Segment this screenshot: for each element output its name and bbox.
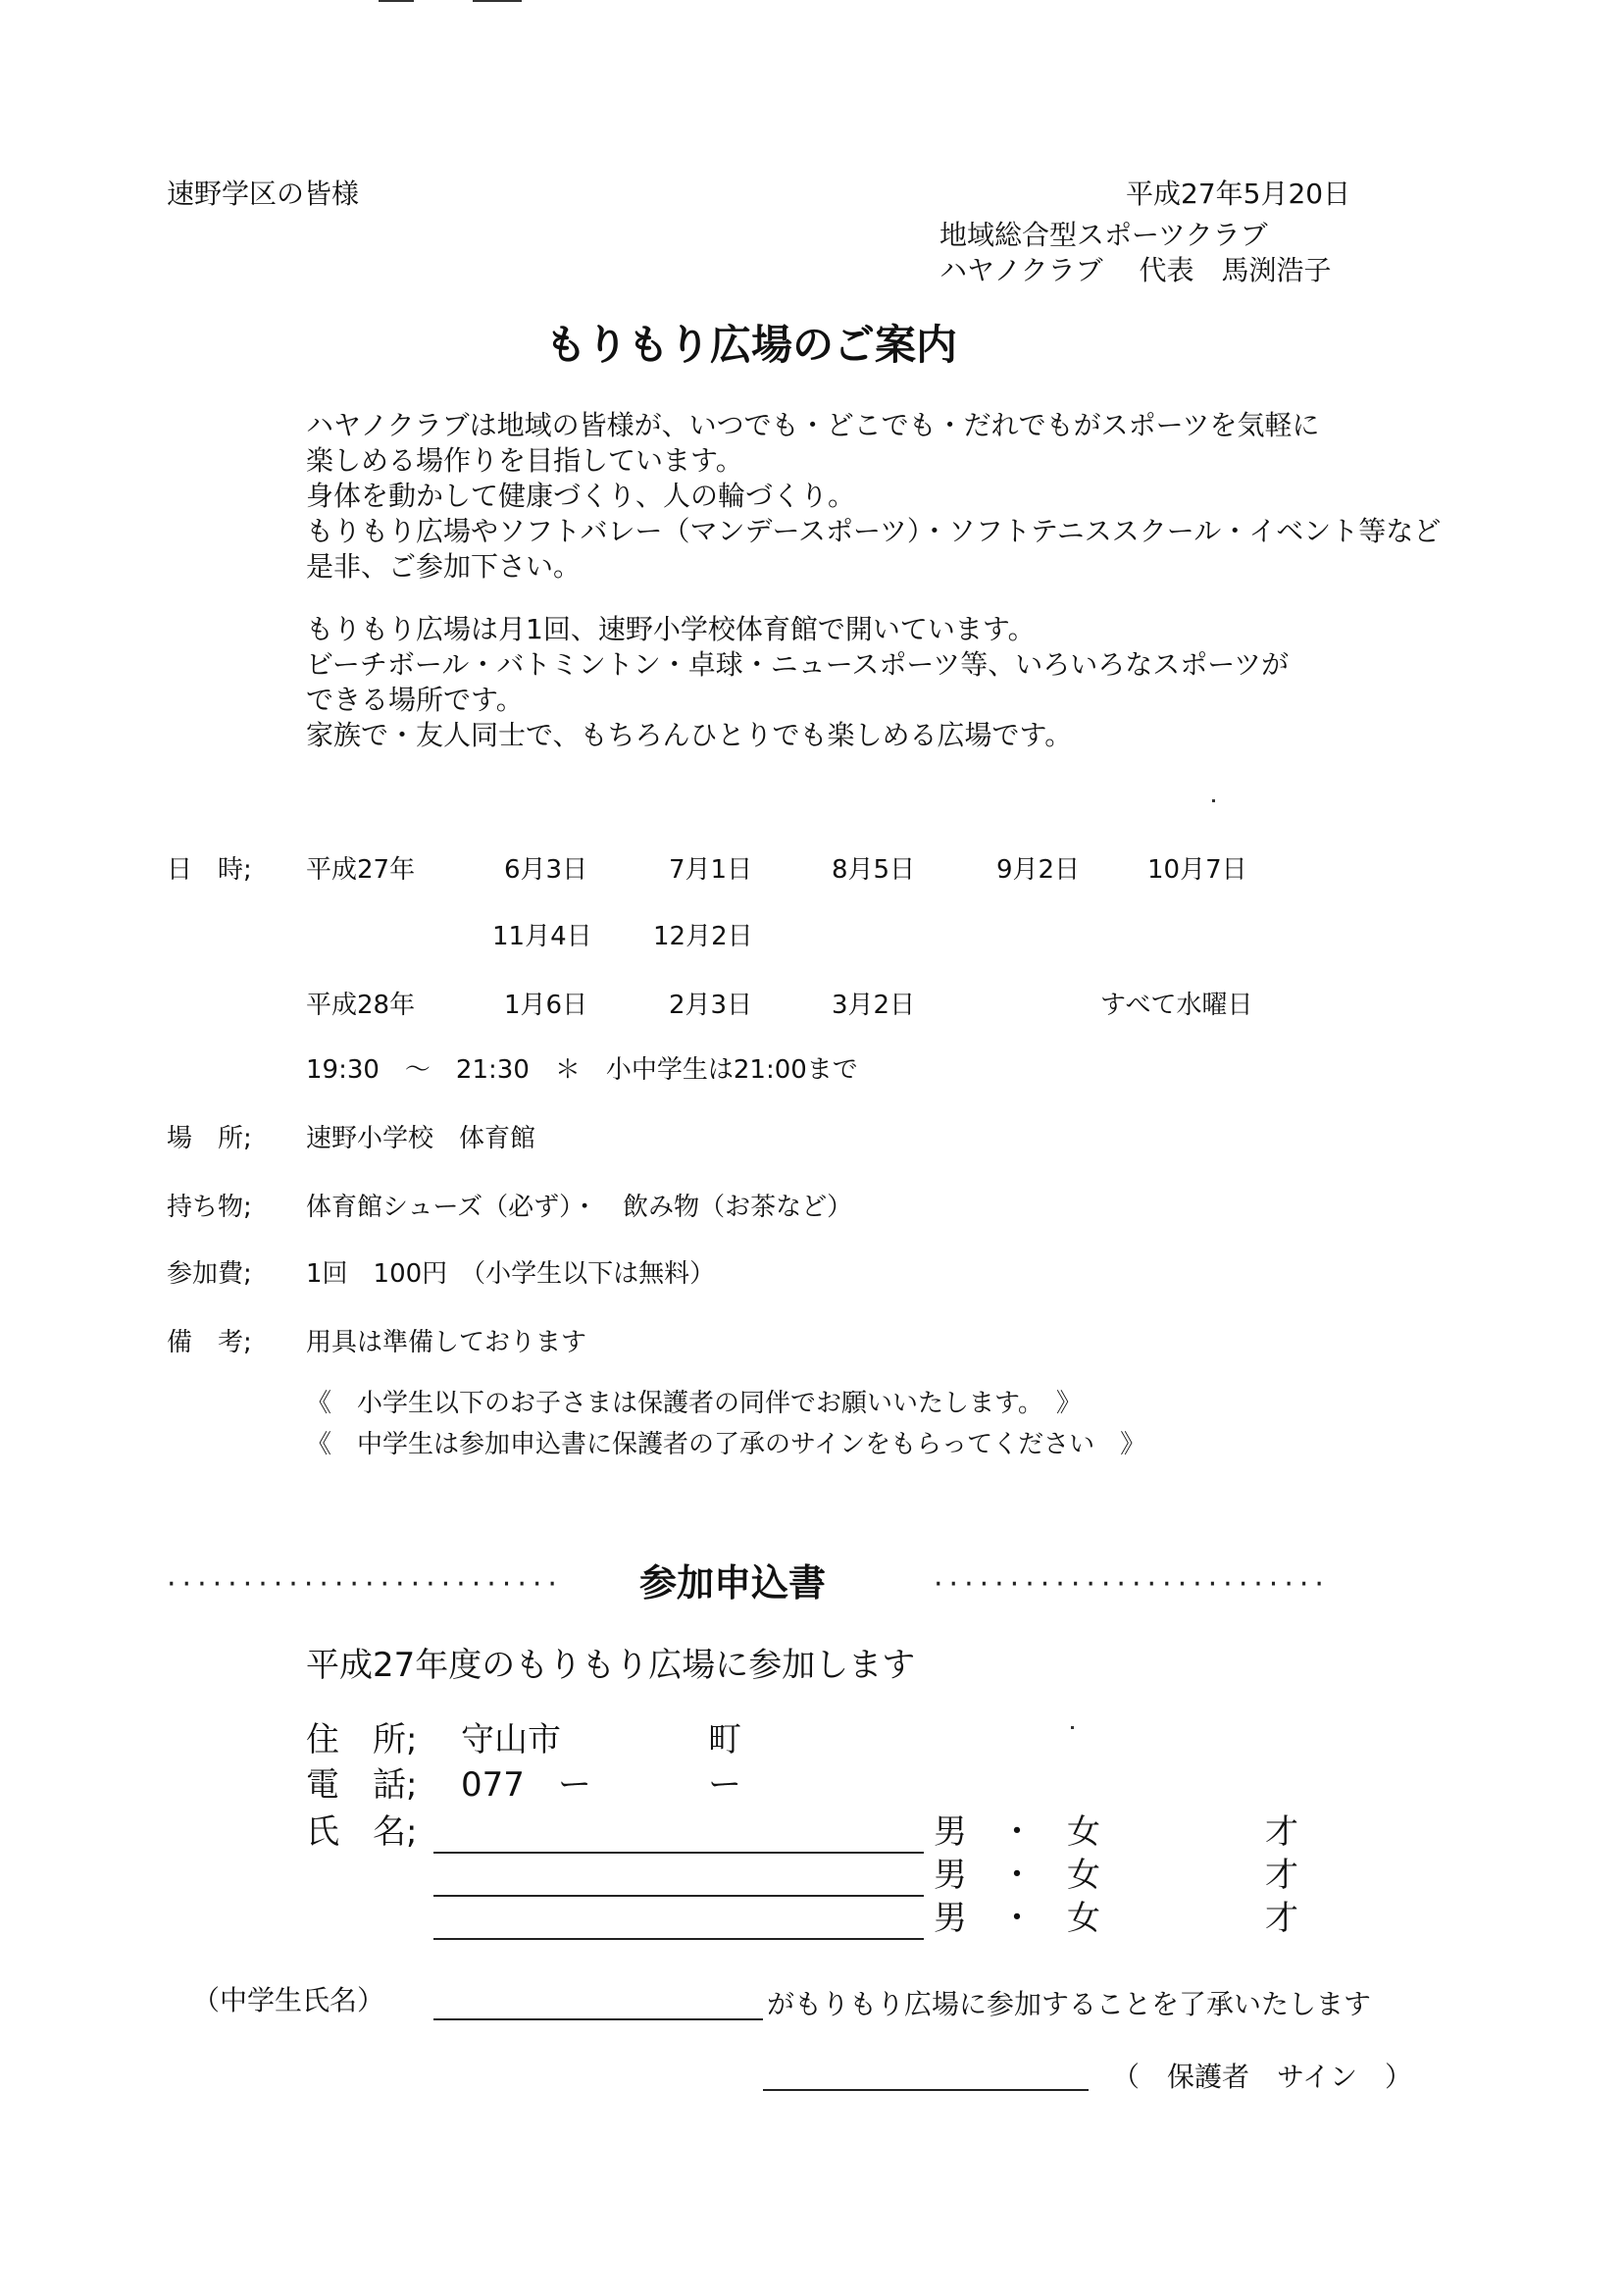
event-date: 2月3日	[669, 991, 753, 1020]
divider-dots-left: ··························	[167, 1567, 563, 1602]
organization-line2: ハヤノクラブ 代表 馬渕浩子	[939, 254, 1332, 286]
intro-line: もりもり広場やソフトバレー（マンデースポーツ）・ソフトテニススクール・イベント等など	[306, 515, 1442, 547]
scan-mark	[473, 0, 522, 2]
notes-label: 備 考;	[167, 1328, 252, 1357]
name-label: 氏 名;	[306, 1812, 418, 1852]
datetime-label: 日 時;	[167, 855, 252, 885]
divider-dots-right: ··························	[934, 1567, 1330, 1602]
organization-line1: 地域総合型スポーツクラブ	[939, 219, 1268, 251]
phone-label: 電 話;	[306, 1765, 418, 1805]
fee-label: 参加費;	[167, 1259, 252, 1289]
intro-line: 是非、ご参加下さい。	[306, 550, 582, 583]
issue-date: 平成27年5月20日	[1126, 178, 1351, 210]
event-date: 11月4日	[492, 922, 592, 951]
gender-choice[interactable]: 男 ・ 女	[934, 1899, 1100, 1938]
name-input-line[interactable]	[433, 1895, 924, 1897]
intro-line: できる場所です。	[306, 684, 524, 716]
name-input-line[interactable]	[433, 1938, 924, 1940]
intro-line: ビーチボール・バトミントン・卓球・ニュースポーツ等、いろいろなスポーツが	[306, 648, 1290, 681]
scan-speck	[1212, 799, 1215, 802]
event-date: 1月6日	[504, 991, 588, 1020]
form-title: 参加申込書	[639, 1561, 827, 1605]
intro-line: ハヤノクラブは地域の皆様が、いつでも・どこでも・だれでもがスポーツを気軽に	[306, 409, 1320, 441]
notice-line: 《 小学生以下のお子さまは保護者の同伴でお願いいたします。 》	[306, 1389, 1082, 1418]
scan-speck	[1071, 1726, 1074, 1729]
age-suffix: 才	[1265, 1899, 1298, 1938]
event-date: 10月7日	[1147, 855, 1247, 885]
intro-line: 楽しめる場作りを目指しています。	[306, 444, 743, 477]
age-suffix: 才	[1265, 1812, 1298, 1852]
phone-dash: ー	[708, 1765, 741, 1805]
place-value: 速野小学校 体育館	[306, 1124, 536, 1153]
event-date: 3月2日	[832, 991, 916, 1020]
name-input-line[interactable]	[433, 1852, 924, 1854]
event-date: 9月2日	[996, 855, 1081, 885]
notes-value: 用具は準備しております	[306, 1328, 587, 1357]
bring-label: 持ち物;	[167, 1193, 252, 1222]
gender-choice[interactable]: 男 ・ 女	[934, 1856, 1100, 1895]
address-town: 町	[708, 1720, 741, 1759]
notice-line: 《 中学生は参加申込書に保護者の了承のサインをもらってください 》	[306, 1430, 1146, 1459]
guardian-signature-label: （ 保護者 サイン ）	[1112, 2061, 1413, 2093]
addressee: 速野学区の皆様	[167, 178, 360, 210]
scan-mark	[379, 0, 414, 2]
junior-name-label: （中学生氏名）	[192, 1984, 385, 2016]
page-title: もりもり広場のご案内	[545, 321, 958, 369]
address-label: 住 所;	[306, 1720, 418, 1759]
address-city: 守山市	[461, 1720, 561, 1759]
year-label: 平成28年	[306, 991, 416, 1020]
fee-value: 1回 100円 （小学生以下は無料）	[306, 1259, 716, 1289]
event-date: 12月2日	[653, 922, 753, 951]
intro-line: もりもり広場は月1回、速野小学校体育館で開いています。	[306, 613, 1036, 645]
year-label: 平成27年	[306, 855, 416, 885]
intro-line: 身体を動かして健康づくり、人の輪づくり。	[306, 480, 856, 512]
phone-prefix: 077 ー	[461, 1765, 591, 1805]
intro-line: 家族で・友人同士で、もちろんひとりでも楽しめる広場です。	[306, 719, 1073, 751]
guardian-signature-line[interactable]	[763, 2089, 1089, 2091]
age-suffix: 才	[1265, 1856, 1298, 1895]
gender-choice[interactable]: 男 ・ 女	[934, 1812, 1100, 1852]
event-date: 6月3日	[504, 855, 588, 885]
junior-name-input-line[interactable]	[433, 2018, 763, 2020]
event-date: 7月1日	[669, 855, 753, 885]
time-range: 19:30 ～ 21:30 ＊ 小中学生は21:00まで	[306, 1055, 858, 1085]
bring-value: 体育館シューズ（必ず）・ 飲み物（お茶など）	[306, 1193, 853, 1222]
place-label: 場 所;	[167, 1124, 252, 1153]
weekday-note: すべて水曜日	[1100, 991, 1253, 1020]
consent-text: がもりもり広場に参加することを了承いたします	[767, 1988, 1372, 2020]
form-statement: 平成27年度のもりもり広場に参加します	[306, 1646, 916, 1685]
event-date: 8月5日	[832, 855, 916, 885]
